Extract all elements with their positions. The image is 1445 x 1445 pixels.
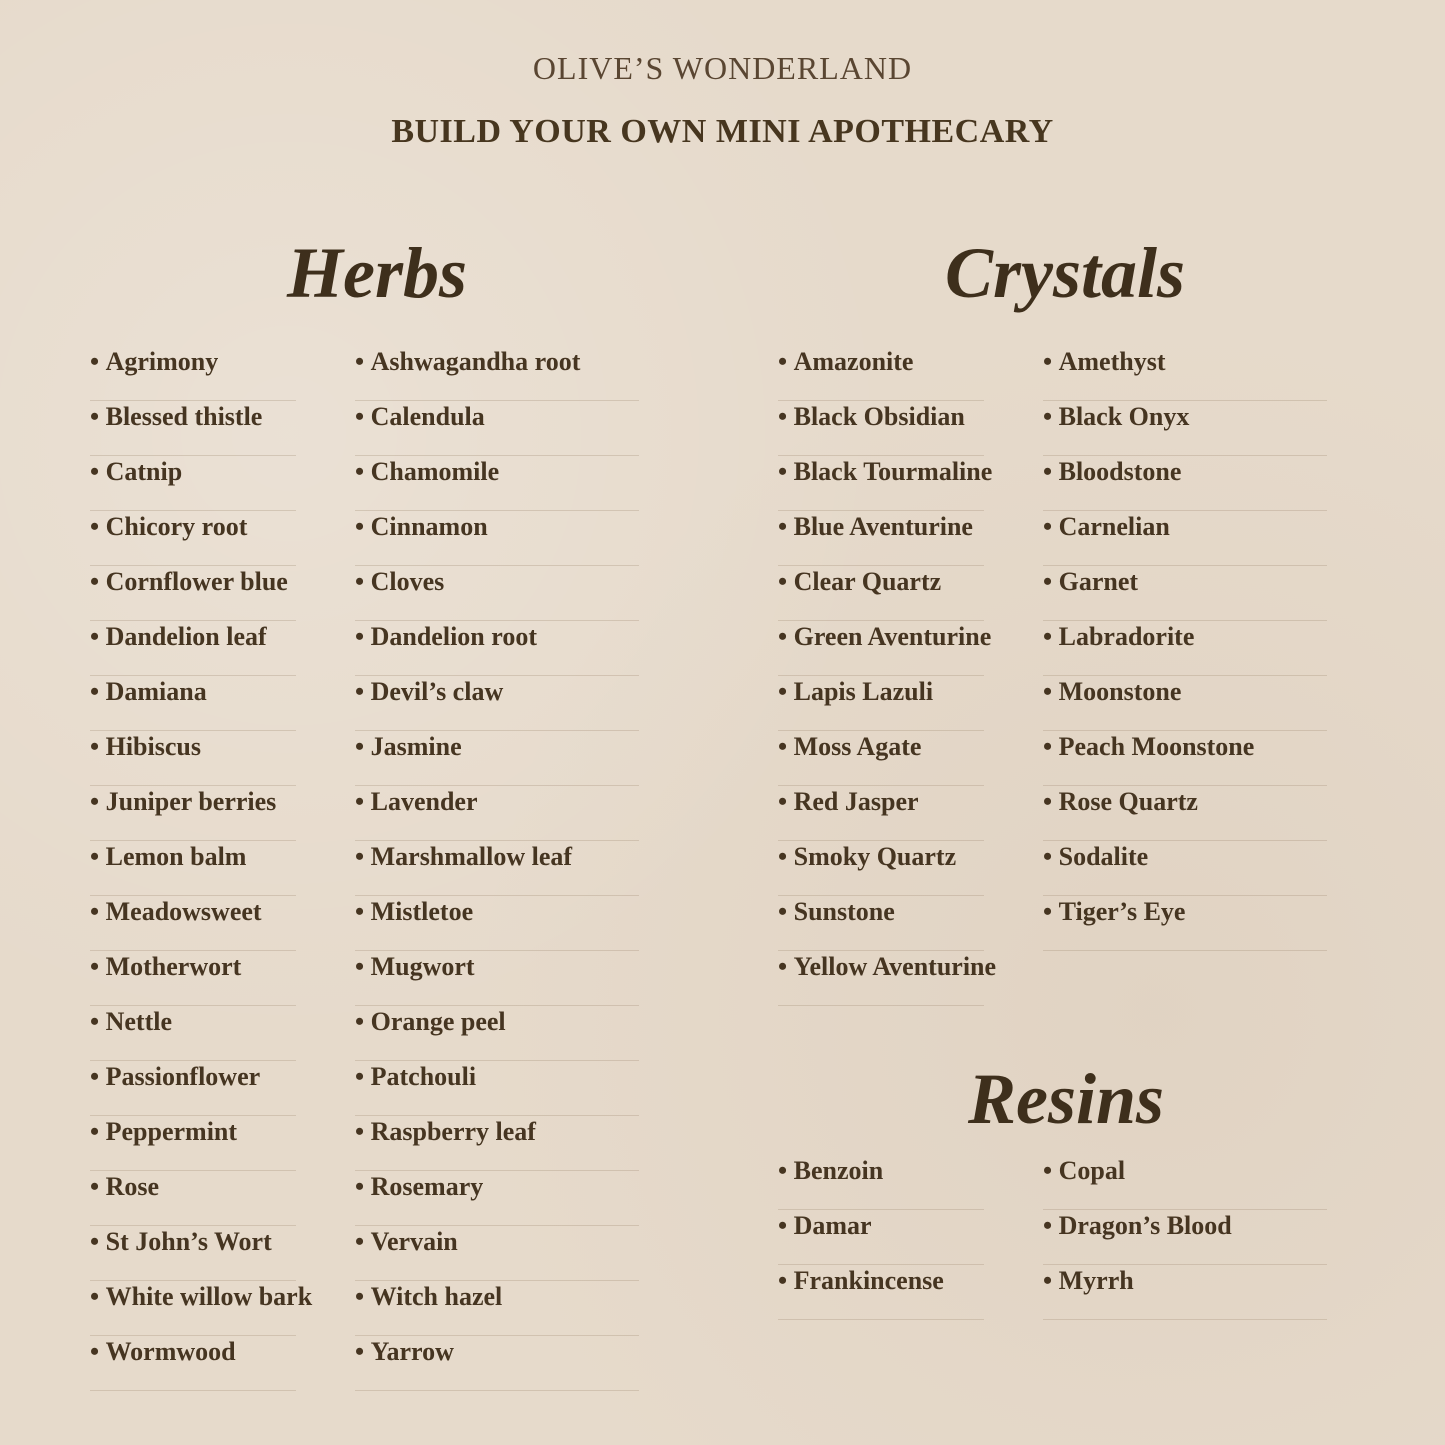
list-item: • Jasmine (355, 731, 639, 786)
crystals-list-column-2 (1043, 346, 1327, 951)
list-item: • Rosemary (355, 1171, 639, 1226)
list-item: • Agrimony (90, 346, 296, 401)
list-item: • Marshmallow leaf (355, 841, 639, 896)
list-item: • Raspberry leaf (355, 1116, 639, 1171)
list-item: • Catnip (90, 456, 296, 511)
list-item: • Patchouli (355, 1061, 639, 1116)
list-item: • Sunstone (778, 896, 984, 951)
crystals-title: Crystals (945, 233, 1186, 313)
list-item: • Orange peel (355, 1006, 639, 1061)
list-item: • Yellow Aventurine (778, 951, 984, 1006)
list-item: • Lavender (355, 786, 639, 841)
resins-list-column-1 (778, 1155, 984, 1320)
list-item: • Tiger’s Eye (1043, 896, 1327, 951)
list-item: • Cinnamon (355, 511, 639, 566)
list-item: • Peppermint (90, 1116, 296, 1171)
herbs-title: Herbs (287, 233, 467, 313)
list-item: • Dandelion leaf (90, 621, 296, 676)
list-item: • Calendula (355, 401, 639, 456)
list-item: • Cloves (355, 566, 639, 621)
list-item: • Moss Agate (778, 731, 984, 786)
list-item: • Black Onyx (1043, 401, 1327, 456)
list-item: • Benzoin (778, 1155, 984, 1210)
list-item: • Sodalite (1043, 841, 1327, 896)
list-item: • Damar (778, 1210, 984, 1265)
list-item: • Bloodstone (1043, 456, 1327, 511)
list-item: • Red Jasper (778, 786, 984, 841)
page-subtitle: BUILD YOUR OWN MINI APOTHECARY (391, 113, 1054, 150)
list-item: • Hibiscus (90, 731, 296, 786)
list-item: • Frankincense (778, 1265, 984, 1320)
list-item: • Mugwort (355, 951, 639, 1006)
resins-title: Resins (968, 1059, 1165, 1139)
list-item: • Nettle (90, 1006, 296, 1061)
list-item: • Juniper berries (90, 786, 296, 841)
list-item: • Black Obsidian (778, 401, 984, 456)
list-item: • Ashwagandha root (355, 346, 639, 401)
list-item: • Garnet (1043, 566, 1327, 621)
list-item: • Labradorite (1043, 621, 1327, 676)
list-item: • Blue Aventurine (778, 511, 984, 566)
list-item: • Dandelion root (355, 621, 639, 676)
list-item: • Chicory root (90, 511, 296, 566)
list-item: • Motherwort (90, 951, 296, 1006)
list-item: • Copal (1043, 1155, 1327, 1210)
list-item: • Peach Moonstone (1043, 731, 1327, 786)
list-item: • Witch hazel (355, 1281, 639, 1336)
brand-name: OLIVE’S WONDERLAND (532, 50, 913, 86)
list-item: • White willow bark (90, 1281, 296, 1336)
list-item: • Dragon’s Blood (1043, 1210, 1327, 1265)
list-item: • Clear Quartz (778, 566, 984, 621)
list-item: • Damiana (90, 676, 296, 731)
list-item: • Black Tourmaline (778, 456, 984, 511)
list-item: • Amethyst (1043, 346, 1327, 401)
list-item: • Devil’s claw (355, 676, 639, 731)
list-item: • Passionflower (90, 1061, 296, 1116)
herbs-list-column-1 (90, 346, 313, 1391)
list-item: • Mistletoe (355, 896, 639, 951)
list-item: • Lapis Lazuli (778, 676, 984, 731)
list-item: • Green Aventurine (778, 621, 984, 676)
resins-list-column-2 (1043, 1155, 1327, 1320)
herbs-list-column-2 (355, 346, 639, 1391)
list-item: • Amazonite (778, 346, 984, 401)
list-item: • Blessed thistle (90, 401, 296, 456)
list-item: • Cornflower blue (90, 566, 296, 621)
crystals-list-column-1 (778, 346, 997, 1006)
list-item: • Rose (90, 1171, 296, 1226)
list-item: • Vervain (355, 1226, 639, 1281)
list-item: • Moonstone (1043, 676, 1327, 731)
list-item: • Yarrow (355, 1336, 639, 1391)
list-item: • Rose Quartz (1043, 786, 1327, 841)
list-item: • St John’s Wort (90, 1226, 296, 1281)
list-item: • Wormwood (90, 1336, 296, 1391)
list-item: • Meadowsweet (90, 896, 296, 951)
list-item: • Smoky Quartz (778, 841, 984, 896)
list-item: • Myrrh (1043, 1265, 1327, 1320)
list-item: • Chamomile (355, 456, 639, 511)
list-item: • Carnelian (1043, 511, 1327, 566)
list-item: • Lemon balm (90, 841, 296, 896)
